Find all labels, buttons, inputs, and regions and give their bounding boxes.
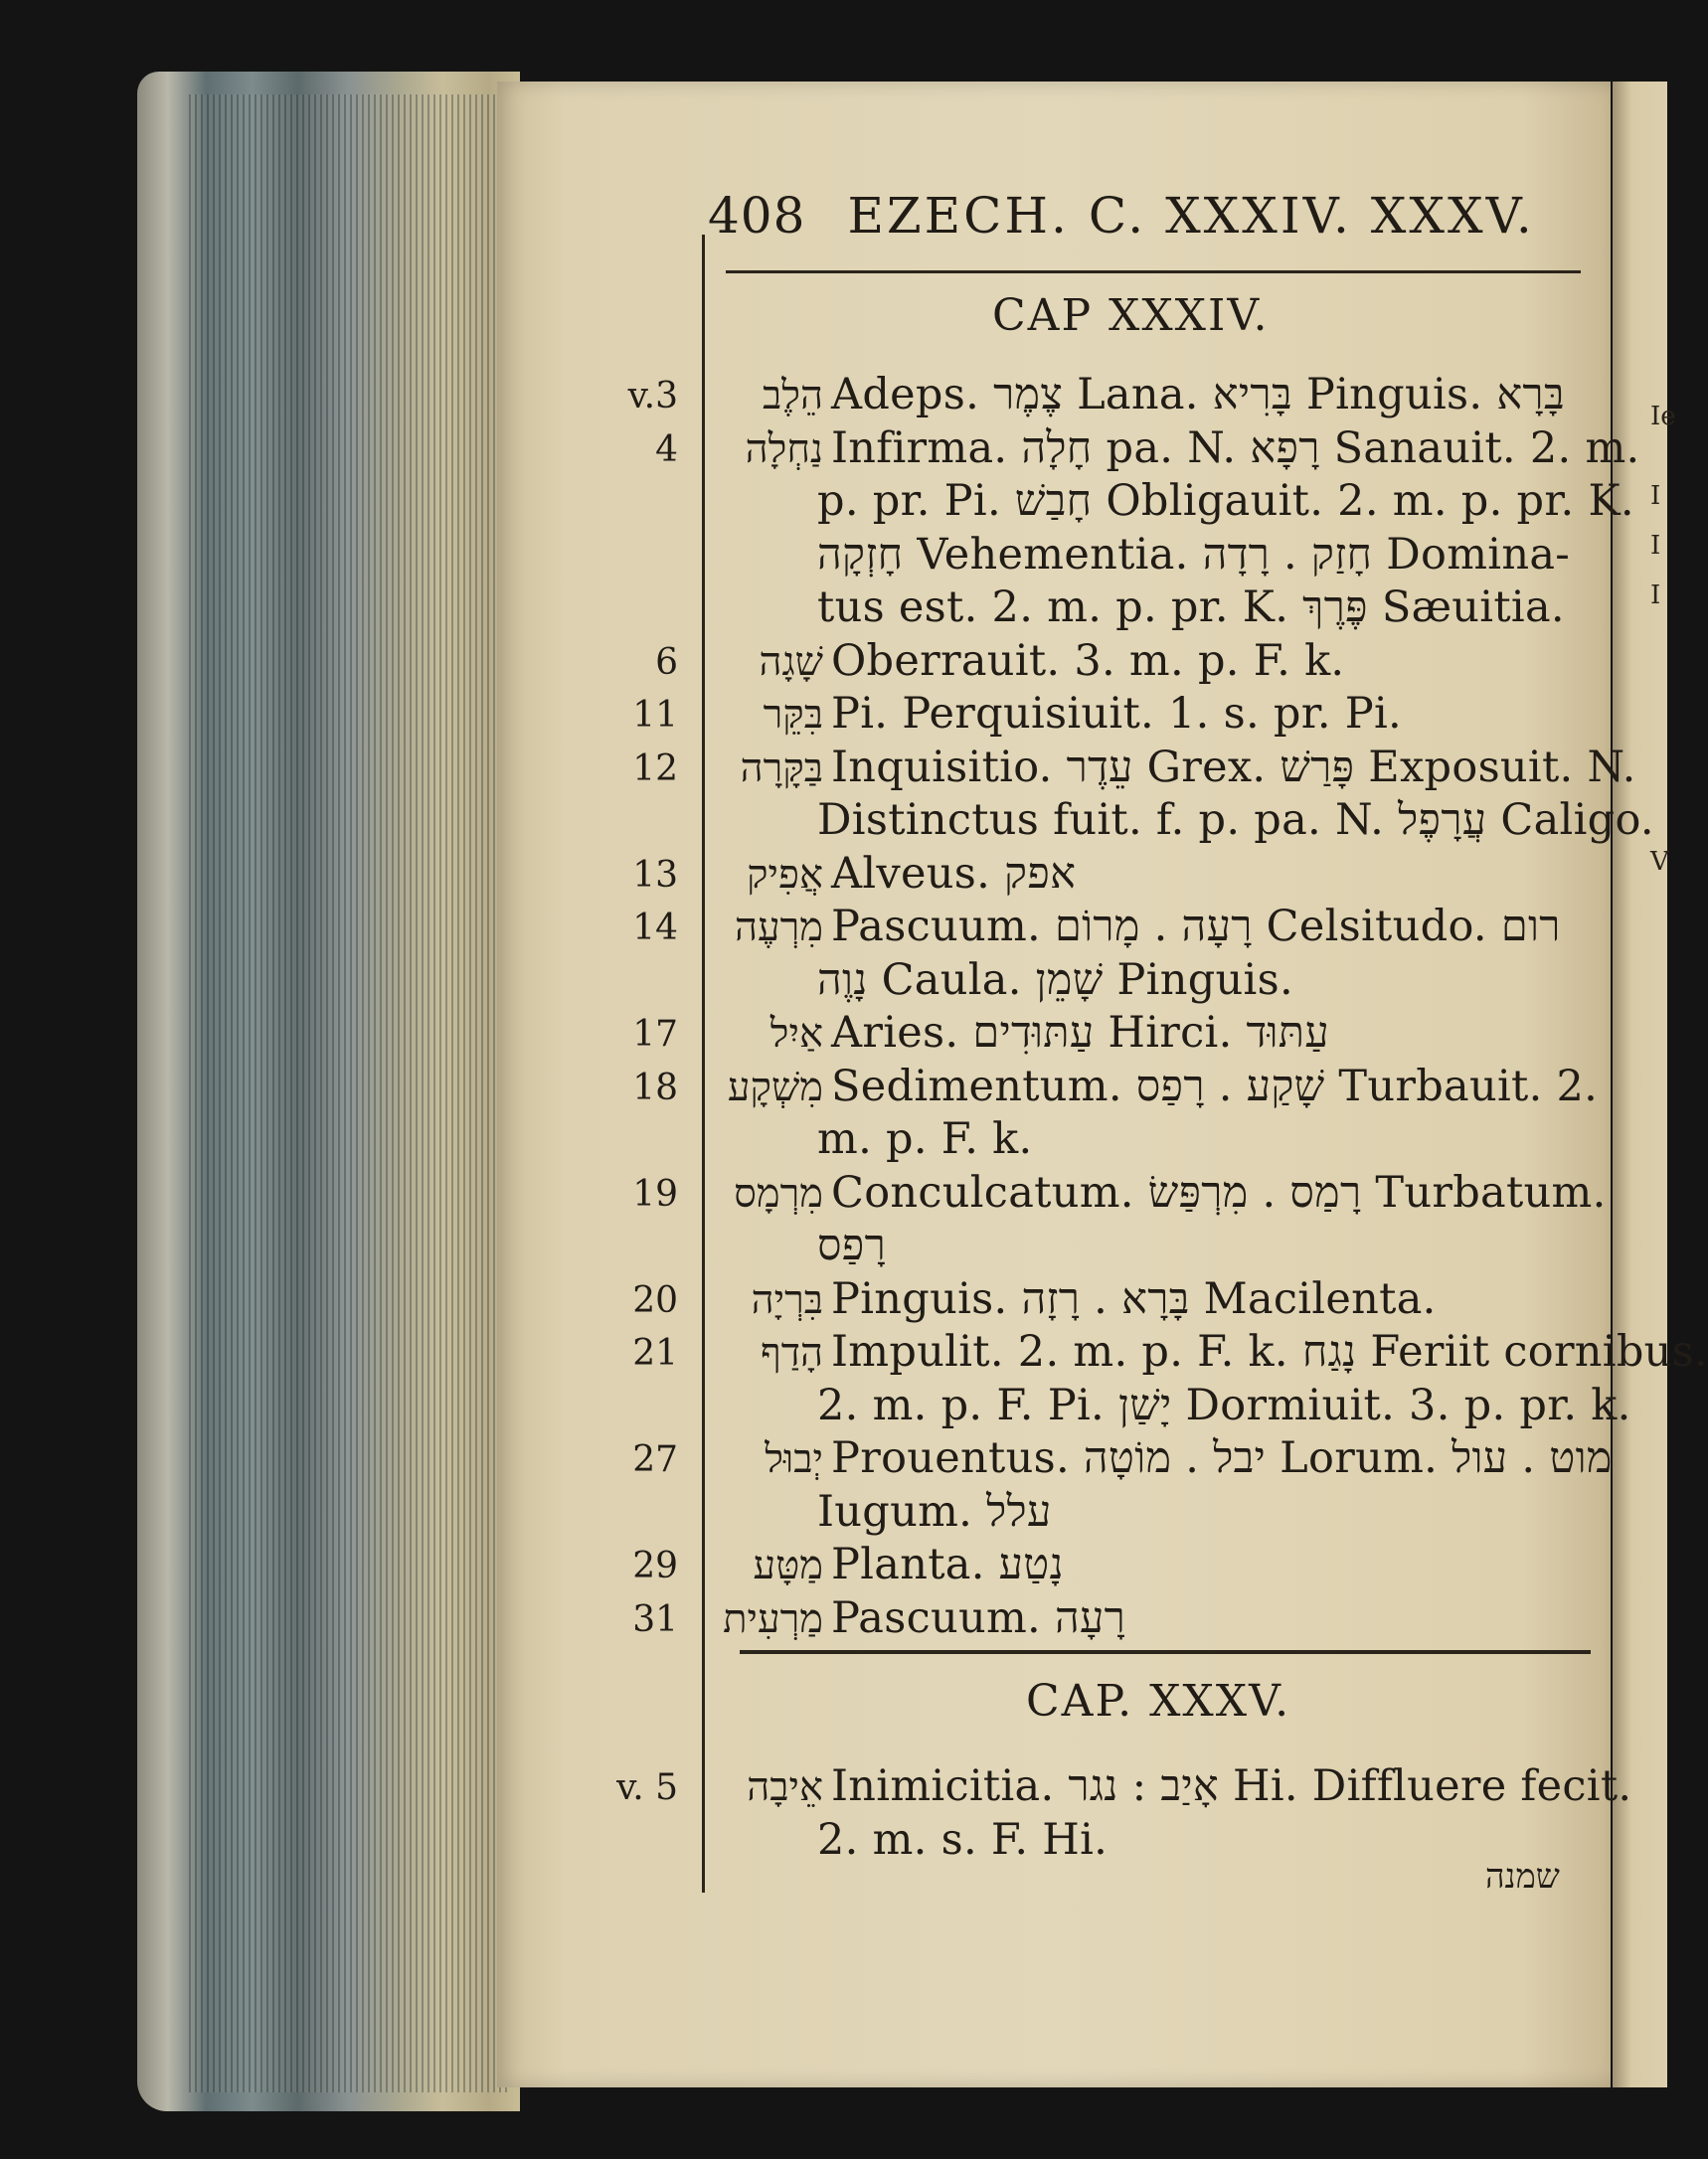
- verse-number: 18: [632, 1067, 678, 1108]
- gloss-text: m. p. F. k.: [817, 1114, 1033, 1164]
- verse-number: 21: [632, 1333, 678, 1374]
- hebrew-headword: נַחְלָה: [745, 425, 823, 472]
- next-page-fragment: I: [1650, 481, 1661, 511]
- verse-number: 29: [632, 1546, 678, 1586]
- gloss-text: Pi. Perquisiuit. 1. s. pr. Pi.: [831, 689, 1403, 739]
- verse-number: 4: [655, 428, 678, 470]
- running-title: EZECH. C. XXXIV. XXXV.: [847, 187, 1535, 245]
- verse-number: 12: [632, 747, 678, 789]
- gloss-text: Inimicitia. אָיַב : נגר Hi. Diffluere fecit.: [831, 1761, 1632, 1811]
- hebrew-headword: בַּקָּרָה: [740, 745, 823, 791]
- gloss-text: Iugum. עלל: [817, 1486, 1052, 1537]
- hebrew-headword: אַיִל: [769, 1011, 823, 1057]
- gloss-text: Infirma. חָלָה pa. N. רָפָא Sanauit. 2. m.: [831, 422, 1640, 473]
- gloss-text: 2. m. p. F. Pi. יָשַׁן Dormiuit. 3. p. pr. k.: [817, 1380, 1631, 1430]
- catchword: שמנה: [1485, 1857, 1560, 1897]
- hebrew-headword: יְבוּל: [765, 1436, 823, 1482]
- verse-number: 13: [632, 854, 678, 896]
- hebrew-headword: מִרְעֶה: [734, 905, 823, 950]
- verse-number: 14: [632, 908, 678, 948]
- page-number: 408: [708, 187, 806, 245]
- gloss-text: Oberrauit. 3. m. p. F. k.: [831, 635, 1345, 686]
- gloss-text: 2. m. s. F. Hi.: [817, 1815, 1109, 1865]
- chapter-34-title: CAP XXXIV.: [992, 290, 1270, 341]
- gloss-text: Prouentus. יבל . מוֹטָה Lorum. מוט . עול: [831, 1433, 1613, 1483]
- hebrew-headword: הָדַף: [761, 1330, 823, 1376]
- gloss-text: Pascuum. רָעָה . מָרוֹם Celsitudo. רום: [831, 902, 1561, 951]
- verse-number: v. 5: [616, 1767, 678, 1808]
- hebrew-headword: מִשְׁקָע: [727, 1064, 823, 1110]
- next-page-fragment: I: [1650, 581, 1661, 610]
- hebrew-headword: אֵיבָה: [747, 1764, 823, 1810]
- hebrew-headword: מַטָּע: [753, 1543, 823, 1588]
- gloss-text: Inquisitio. עֵדֶר Grex. פָּרַשׁ Exposuit. N.: [831, 742, 1636, 792]
- gloss-text: Sedimentum. שָׁקַע . רָפַס Turbauit. 2.: [831, 1061, 1599, 1111]
- hebrew-headword: בִּרְיָה: [751, 1276, 823, 1323]
- header-rule: [726, 270, 1581, 273]
- next-page-fragment: Ie: [1650, 402, 1676, 431]
- gloss-text: Pinguis. בָּרָא . רָזָה Macilenta.: [831, 1273, 1437, 1324]
- hebrew-headword: בִּקֵּר: [763, 692, 823, 738]
- gloss-text: נָוֶה Caula. שָׁמֵן Pinguis.: [817, 954, 1293, 1005]
- gloss-text: Distinctus fuit. f. p. pa. N. עֲרָפֶל Caligo.: [817, 795, 1654, 845]
- gloss-text: Pascuum. רָעָה: [831, 1592, 1126, 1643]
- verse-number: 31: [632, 1598, 678, 1640]
- hebrew-headword: מִרְמָס: [734, 1170, 823, 1217]
- verse-number: 6: [655, 641, 678, 683]
- hebrew-headword: מַרְעִית: [723, 1595, 823, 1642]
- next-page-fragment: V: [1650, 847, 1669, 877]
- verse-number: 17: [632, 1014, 678, 1055]
- gloss-text: p. pr. Pi. חָבַשׁ Obligauit. 2. m. p. pr. K.: [817, 476, 1634, 526]
- verse-number: v.3: [627, 376, 678, 416]
- verse-number: 27: [632, 1439, 678, 1480]
- gloss-text: Planta. נָטַע: [831, 1540, 1064, 1589]
- gloss-text: Adeps. צֶמֶר Lana. בָּרִיא Pinguis. בָּרָא: [831, 370, 1565, 419]
- gloss-text: Conculcatum. רָמַס . מִרְפַּשׂ Turbatum.: [831, 1167, 1607, 1218]
- hebrew-headword: שָׁגָה: [759, 638, 823, 685]
- gloss-text: Aries. עַתּוּדִים Hirci. עַתּוּד: [831, 1008, 1329, 1058]
- hebrew-headword: הֵלֶב: [763, 373, 823, 418]
- verse-number: 20: [632, 1279, 678, 1321]
- hebrew-headword: אֲפִיק: [747, 851, 823, 898]
- chapter-35-title: CAP. XXXV.: [1026, 1676, 1291, 1727]
- gloss-text: tus est. 2. m. p. pr. K. פֶּרֶךְ Sæuitia.: [817, 582, 1565, 632]
- gloss-text: רָפַס: [817, 1221, 887, 1270]
- gloss-text: Alveus. אפק: [831, 848, 1077, 899]
- running-head: [708, 187, 1535, 245]
- gloss-text: Impulit. 2. m. p. F. k. נָגַח Feriit cornibus.: [831, 1327, 1708, 1377]
- page-edge-stripes: [189, 94, 507, 2092]
- gloss-text: חָזְקָה Vehementia. חָזַק . רָדָה Domina-: [817, 529, 1571, 580]
- chapter-divider-rule: [740, 1650, 1591, 1654]
- verse-number: 19: [632, 1173, 678, 1215]
- verse-number: 11: [632, 695, 678, 736]
- next-page-fragment: I: [1650, 531, 1661, 561]
